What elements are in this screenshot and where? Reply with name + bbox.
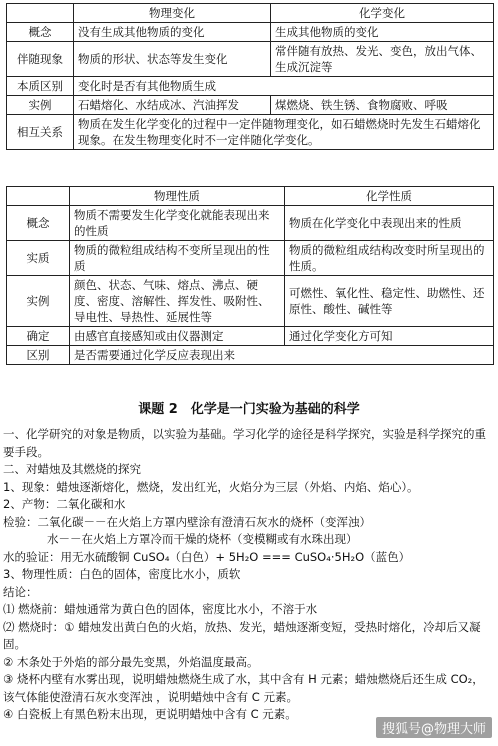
water-verification-line: 水的验证：用无水硫酸铜 CuSO₄（白色）+ 5H₂O === CuSO₄·5H₂O（蓝色） — [3, 549, 411, 564]
cell-property-difference: 是否需要通过化学反应表现出来 — [70, 346, 494, 365]
candle-experiment-notes — [3, 426, 495, 724]
outer-flame-line: ② 木条处于外焰的部分最先变黑，外焰温度最高。 — [3, 654, 259, 669]
intro-paragraph: 一、化学研究的对象是物质，以实验为基础。学习化学的途径是科学探究，实验是科学探究的重要手段。 — [3, 427, 486, 459]
table2-header-blank — [7, 187, 70, 206]
section-title: 课题 2 化学是一门实验为基础的科学 — [138, 402, 360, 417]
table1-header-chemical: 化学变化 — [271, 4, 494, 23]
cell-chemical-property-determination: 通过化学变化方可知 — [285, 327, 494, 346]
cell-chemical-concept: 生成其他物质的变化 — [271, 23, 494, 42]
watermark: 搜狐号@物理大师 — [376, 717, 492, 738]
black-powder-line: ④ 白瓷板上有黑色粉末出现，更说明蜡烛中含有 C 元素。 — [3, 707, 297, 721]
cell-chemical-property-examples: 可燃性、氧化性、稳定性、助燃性、还原性、酸性、碱性等 — [285, 276, 494, 327]
cell-physical-phenomena: 物质的形状、状态等发生变化 — [74, 42, 271, 77]
row-label-essential-difference: 本质区别 — [7, 77, 74, 96]
cell-physical-property-essence: 物质的微粒组成结构不变所呈现出的性质 — [70, 241, 285, 276]
cell-physical-property-concept: 物质不需要发生化学变化就能表现出来的性质 — [70, 206, 285, 241]
cell-physical-property-determination: 由感官直接感知或由仪器测定 — [70, 327, 285, 346]
physical-chemical-change-table — [6, 3, 494, 150]
table2-header-chemical: 化学性质 — [285, 187, 494, 206]
table2-header-physical: 物理性质 — [70, 187, 285, 206]
cell-chemical-property-essence: 物质的微粒组成结构改变时所呈现出的性质。 — [285, 241, 494, 276]
row-label-phenomena: 伴随现象 — [7, 42, 74, 77]
conclusion-heading: 结论： — [3, 584, 38, 599]
cell-physical-property-examples: 颜色、状态、气味、熔点、沸点、硬度、密度、溶解性、挥发性、吸附性、导电性、导热性、延展性等 — [70, 276, 285, 327]
water-mist-line: ③ 烧杯内壁有水雾出现，说明蜡烛燃烧生成了水，其中含有 H 元素；蜡烛燃烧后还生成 CO₂，该气体能使澄清石灰水变浑浊 ，说明蜡烛中含有 C 元素。 — [3, 672, 484, 704]
water-test-line: 水－－在火焰上方罩冷而干燥的烧杯（变模糊或有水珠出现） — [47, 532, 358, 546]
cell-essential-difference: 变化时是否有其他物质生成 — [74, 77, 494, 96]
candle-section-heading: 二、对蜡烛及其燃烧的探究 — [3, 462, 141, 476]
before-burning-line: ⑴ 燃烧前：蜡烛通常为黄白色的固体，密度比水小，不溶于水 — [3, 602, 318, 616]
during-burning-line: ⑵ 燃烧时：① 蜡烛发出黄白色的火焰，放热、发光，蜡烛逐渐变短，受热时熔化，冷却后又凝固。 — [3, 619, 481, 651]
co2-test-line: 检验：二氧化碳－－在火焰上方罩内壁涂有澄清石灰水的烧杯（变浑浊） — [3, 514, 371, 529]
products-line: 2、产物：二氧化碳和水 — [3, 497, 126, 511]
physical-properties-line: 3、物理性质：白色的固体，密度比水小，质软 — [3, 567, 241, 581]
phenomenon-line: 1、现象：蜡烛逐渐熔化，燃烧，发出红光，火焰分为三层（外焰、内焰、焰心）。 — [3, 479, 419, 494]
cell-chemical-examples: 煤燃烧、铁生锈、食物腐败、呼吸 — [271, 96, 494, 115]
table1-header-physical: 物理变化 — [74, 4, 271, 23]
row-label-difference: 区别 — [7, 346, 70, 365]
table1-header-blank — [7, 4, 74, 23]
cell-chemical-phenomena: 常伴随有放热、发光、变色，放出气体、生成沉淀等 — [271, 42, 494, 77]
cell-chemical-property-concept: 物质在化学变化中表现出来的性质 — [285, 206, 494, 241]
cell-relationship: 物质在发生化学变化的过程中一定伴随物理变化，如石蜡燃烧时先发生石蜡熔化现象。在发生物理变化时不一定伴随化学变化。 — [74, 115, 494, 150]
physical-chemical-property-table — [6, 186, 494, 365]
row-label-determination: 确定 — [7, 327, 70, 346]
cell-physical-concept: 没有生成其他物质的变化 — [74, 23, 271, 42]
row-label-examples: 实例 — [7, 276, 70, 327]
row-label-relationship: 相互关系 — [7, 115, 74, 150]
row-label-essence: 实质 — [7, 241, 70, 276]
row-label-concept: 概念 — [7, 23, 74, 42]
row-label-examples: 实例 — [7, 96, 74, 115]
cell-physical-examples: 石蜡熔化、水结成冰、汽油挥发 — [74, 96, 271, 115]
row-label-concept: 概念 — [7, 206, 70, 241]
